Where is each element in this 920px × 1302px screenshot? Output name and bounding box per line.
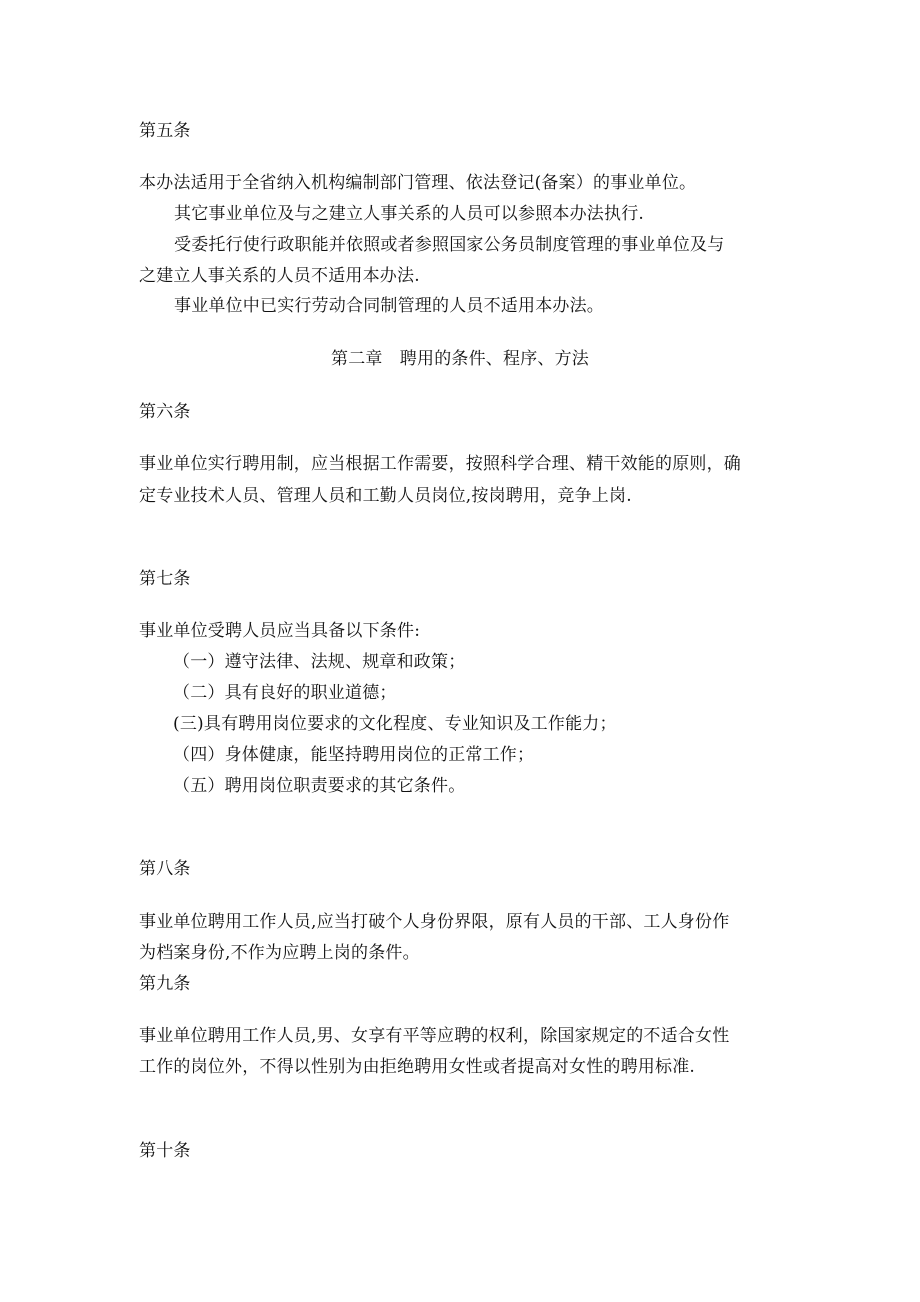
article-8-heading: 第八条	[139, 859, 191, 879]
article-8-line-2: 为档案身份,不作为应聘上岗的条件。	[139, 943, 420, 963]
article-5-paragraph-3-cont: 之建立人事关系的人员不适用本办法.	[139, 266, 420, 286]
article-7-heading: 第七条	[139, 569, 191, 589]
article-6-line-1: 事业单位实行聘用制，应当根据工作需要，按照科学合理、精干效能的原则，确	[139, 454, 741, 474]
article-7-item-2: （二）具有良好的职业道德；	[173, 683, 397, 703]
article-9-heading: 第九条	[139, 974, 191, 994]
article-5-paragraph-3: 受委托行使行政职能并依照或者参照国家公务员制度管理的事业单位及与	[174, 235, 725, 255]
article-6-heading: 第六条	[139, 402, 191, 422]
chapter-2-title: 第二章 聘用的条件、程序、方法	[331, 349, 589, 369]
article-7-item-1: （一）遵守法律、法规、规章和政策；	[173, 652, 466, 672]
article-5-heading: 第五条	[139, 121, 191, 141]
article-9-line-1: 事业单位聘用工作人员,男、女享有平等应聘的权利，除国家规定的不适合女性	[139, 1026, 730, 1046]
article-7-intro: 事业单位受聘人员应当具备以下条件:	[139, 621, 421, 641]
article-5-paragraph-2: 其它事业单位及与之建立人事关系的人员可以参照本办法执行.	[174, 204, 645, 224]
article-5-paragraph-1: 本办法适用于全省纳入机构编制部门管理、依法登记(备案）的事业单位。	[139, 173, 697, 193]
article-9-line-2: 工作的岗位外，不得以性别为由拒绝聘用女性或者提高对女性的聘用标准.	[139, 1057, 696, 1077]
article-7-item-4: （四）身体健康，能坚持聘用岗位的正常工作；	[173, 745, 535, 765]
article-6-line-2: 定专业技术人员、管理人员和工勤人员岗位,按岗聘用，竞争上岗.	[139, 486, 632, 506]
article-7-item-5: （五）聘用岗位职责要求的其它条件。	[173, 776, 466, 796]
article-10-heading: 第十条	[139, 1141, 191, 1161]
article-8-line-1: 事业单位聘用工作人员,应当打破个人身份界限，原有人员的干部、工人身份作	[139, 912, 730, 932]
article-5-paragraph-4: 事业单位中已实行劳动合同制管理的人员不适用本办法。	[174, 296, 604, 316]
article-7-item-3: (三)具有聘用岗位要求的文化程度、专业知识及工作能力；	[173, 714, 617, 734]
